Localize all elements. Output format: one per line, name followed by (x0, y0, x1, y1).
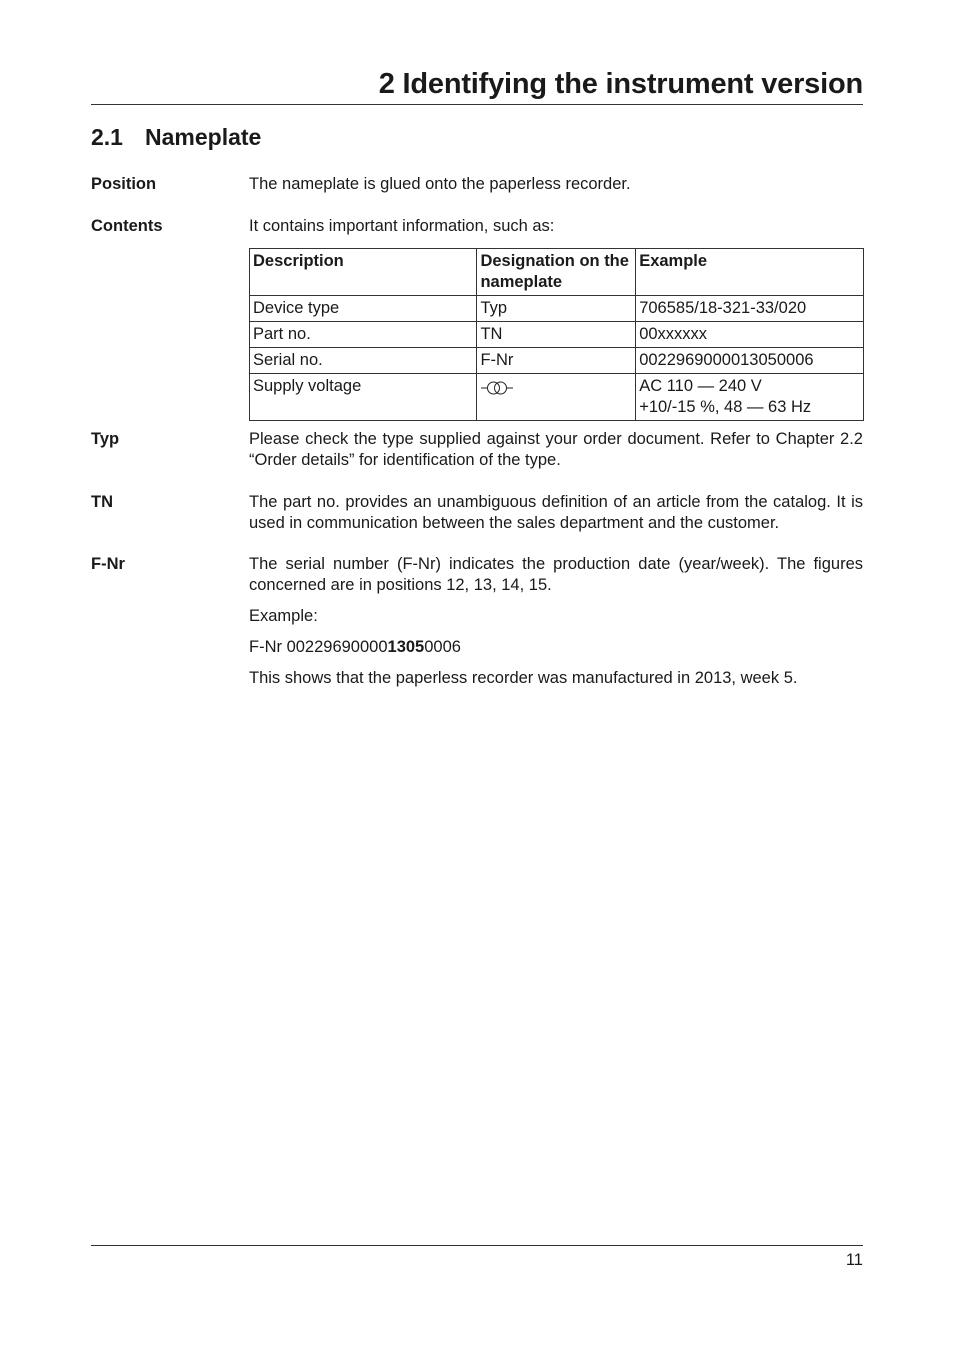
table-row (250, 348, 864, 374)
table-header-row (250, 249, 864, 296)
fnr-conclusion: This shows that the paperless recorder was manufactured in 2013, week 5. (249, 669, 798, 687)
table-row (250, 322, 864, 348)
cell-example: 706585/18-321-33/020 (636, 296, 864, 322)
fnr-text: The serial number (F-Nr) indicates the production date (year/week). The figures concerned are in positions 12, 13, 14, 15. (249, 555, 863, 594)
section-title: Nameplate (145, 124, 262, 150)
cell-designation (477, 374, 636, 421)
cell-example: AC 110 — 240 V +10/-15 %, 48 — 63 Hz (636, 374, 864, 421)
fnr-example-label: Example: (249, 607, 318, 625)
page-number: 11 (845, 1251, 863, 1269)
contents-text: It contains important information, such as: (249, 217, 555, 235)
section-heading (91, 122, 261, 152)
table-row (250, 296, 864, 322)
contents-label: Contents (91, 217, 163, 235)
cell-designation: F-Nr (477, 348, 636, 374)
position-label: Position (91, 175, 157, 193)
fnr-body (249, 554, 863, 689)
serial-suffix: 0006 (424, 638, 461, 656)
cell-designation: TN (477, 322, 636, 348)
tn-text: The part no. provides an unambiguous definition of an article from the catalog. It is used in communication between the sales department and the customer. (249, 493, 863, 532)
header-designation: Designation on the nameplate (477, 249, 636, 296)
cell-description: Part no. (250, 322, 477, 348)
footer-rule (91, 1245, 863, 1246)
position-text: The nameplate is glued onto the paperless recorder. (249, 175, 631, 193)
transformer-symbol-icon (480, 380, 514, 402)
nameplate-table (249, 248, 864, 421)
typ-text: Please check the type supplied against your order document. Refer to Chapter 2.2 “Order details” for identification of the type. (249, 430, 863, 469)
header-description: Description (250, 249, 477, 296)
chapter-title: 2 Identifying the instrument version (378, 68, 863, 100)
header-example: Example (636, 249, 864, 296)
fnr-label: F-Nr (91, 555, 125, 573)
typ-label: Typ (91, 430, 120, 448)
header-rule (91, 104, 863, 105)
cell-description: Supply voltage (250, 374, 477, 421)
fnr-example-serial (249, 637, 863, 658)
cell-description: Serial no. (250, 348, 477, 374)
table-row (250, 374, 864, 421)
serial-highlight: 1305 (387, 638, 425, 656)
cell-description: Device type (250, 296, 477, 322)
cell-example: 00xxxxxx (636, 322, 864, 348)
serial-prefix: F-Nr 00229690000 (249, 638, 388, 656)
section-number: 2.1 (91, 124, 123, 150)
cell-example: 0022969000013050006 (636, 348, 864, 374)
cell-designation: Typ (477, 296, 636, 322)
tn-label: TN (91, 493, 113, 511)
